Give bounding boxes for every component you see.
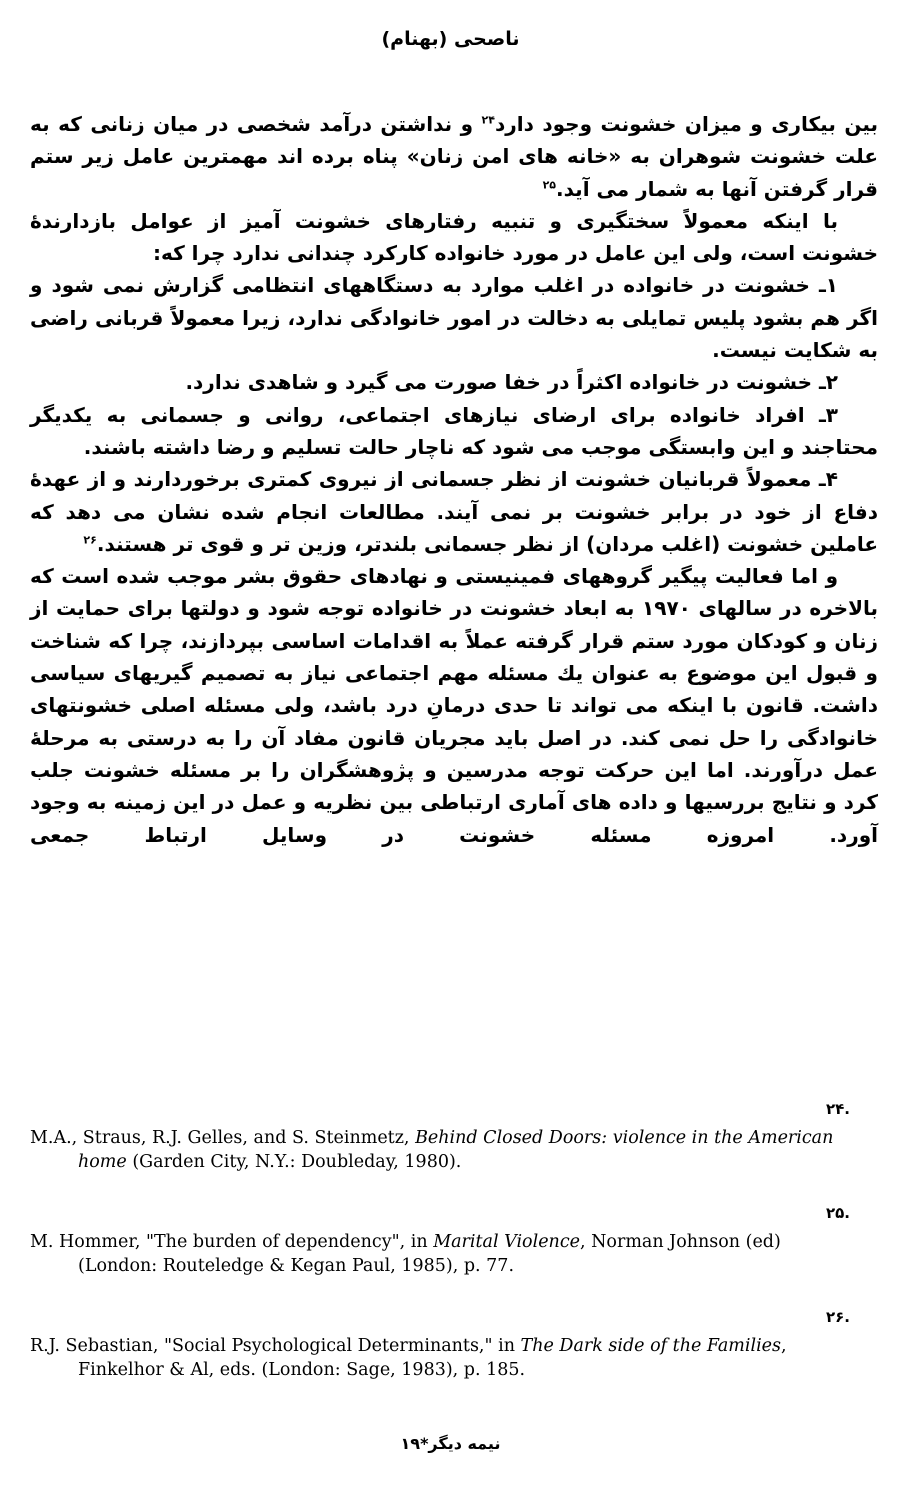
footnote-26 [30, 1308, 850, 1382]
footnote-number: .۲۶ [825, 1308, 850, 1326]
citation-publisher: (Garden City, N.Y.: Doubleday, 1980). [126, 1152, 462, 1172]
citation-authors: R.J. Sebastian, "Social Psychological Determinants," in [30, 1336, 521, 1356]
list-item-3: ۳ـ افراد خانواده برای ارضای نیازهای اجتماعی، روانی و جسمانی به یکدیگر محتاجند و این وابستگی موجب می شود که ناچار حالت تسلیم و رضا داشته باشند. [30, 402, 878, 459]
paragraph-text: ۴ـ معمولاً قربانیان خشونت از نظر جسمانی از نیروی کمتری برخوردارند و از عهدهٔ دفاع از خود در برابر خشونت بر نمی آیند. مطالعات انجام شده نشان می دهد که عاملین خشونت (اغلب مردان) از نظر جسمانی بلندتر، وزین تر و قوی تر هستند. [30, 467, 878, 556]
list-item-1: ۱ـ خشونت در خانواده در اغلب موارد به دستگاههای انتظامی گزارش نمی شود و اگر هم بشود پلیس تمایلی به دخالت در امور خانوادگی ندارد، زیرا معمولاً قربانی راضی به شکایت نیست. [30, 273, 878, 363]
footnote-24 [30, 1100, 850, 1174]
paragraph-2: با اینکه معمولاً سختگیری و تنبیه رفتارهای خشونت آمیز از عوامل بازدارندهٔ خشونت است، ولی این عامل در مورد خانواده کارکرد چندانی ندارد چرا که: [30, 208, 878, 266]
footnote-25 [30, 1204, 850, 1278]
footnote-number: .۲۴ [825, 1100, 850, 1118]
footnote-text [30, 1230, 850, 1278]
footnote-text [30, 1126, 850, 1174]
footnote-text [30, 1334, 850, 1382]
list-item-4 [30, 463, 878, 560]
paragraph-1 [30, 108, 878, 205]
citation-publisher: , Norman Johnson (ed) (London: Routeledge & Kegan Paul, 1985), p. 77. [78, 1232, 781, 1276]
paragraph-text: بین بیکاری و میزان خشونت وجود دارد [494, 112, 878, 136]
footnote-ref-24[interactable]: ۲۴ [481, 113, 495, 127]
running-head: ناصحی (بهنام) [381, 28, 520, 50]
paragraph-text: و نداشتن درآمد شخصی در میان زنانی که به علت خشونت شوهران به «خانه های امن زنان» پناه برده اند مهمترین عامل زیر ستم قرار گرفتن آنها به شمار می آید. [30, 112, 878, 201]
footnote-ref-26[interactable]: ۲۶ [83, 533, 97, 547]
citation-authors: M. Hommer, "The burden of dependency", in [30, 1232, 434, 1252]
page-folio: نیمه دیگر*۱۹ [400, 1434, 501, 1453]
footnote-ref-25[interactable]: ۲۵ [542, 177, 557, 191]
citation-title: Behind Closed Doors: violence in the American home [78, 1128, 834, 1172]
footnote-number: .۲۵ [825, 1204, 850, 1222]
list-item-2: ۲ـ خشونت در خانواده اکثراً در خفا صورت می گیرد و شاهدی ندارد. [185, 370, 838, 395]
paragraph-3: و اما فعالیت پیگیر گروههای فمینیستی و نهادهای حقوق بشر موجب شده است که بالاخره در سالهای ۱۹۷۰ به ابعاد خشونت در خانواده توجه شود و دولتها برای حمایت از زنان و کودکان مورد ستم قرار گرفته عملاً به اقدامات اساسی بپردازند، چرا که شناخت و قبول این موضوع به عنوان یك مسئله مهم اجتماعی نیاز به تصمیم گیریهای سیاسی داشت. قانون با اینکه می تواند تا حدی درمانِ درد باشد، ولی مسئله اصلی خشونتهای خانوادگی را حل نمی کند. در اصل باید مجریان قانون مفاد آن را به درستی به مرحلهٔ عمل درآورند. اما این حرکت توجه مدرسین و پژوهشگران را بر مسئله خشونت جلب کرد و نتایج بررسیها و داده های آماری ارتباطی بین نظریه و عمل در این زمینه به وجود آورد. امروزه مسئله خشونت در وسایل ارتباط جمعی [30, 564, 878, 847]
body-text [30, 108, 878, 851]
citation-authors: M.A., Straus, R.J. Gelles, and S. Steinmetz, [30, 1128, 416, 1148]
citation-title: The Dark side of the Families [520, 1336, 782, 1356]
citation-title: Marital Violence [433, 1232, 580, 1252]
citation-publisher: , Finkelhor & Al, eds. (London: Sage, 1983), p. 185. [78, 1336, 787, 1380]
footnotes-section [30, 1100, 850, 1412]
